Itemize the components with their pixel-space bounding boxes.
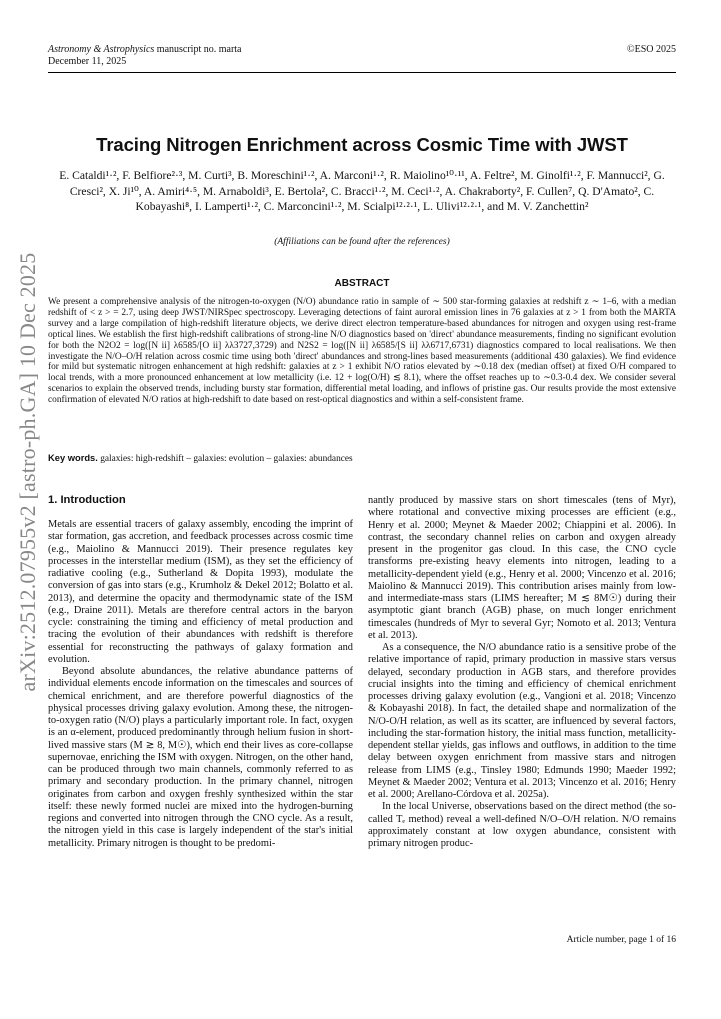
keywords-text: galaxies: high-redshift – galaxies: evolution – galaxies: abundances [100, 454, 353, 464]
paragraph: nantly produced by massive stars on short timescales (tens of Myr), where rotational and convective mixing processes are efficient (e.g., Henry et al. 2000; Meynet & Maeder 2002; Chiappini et al. 2006). In contrast, the secondary channel relies on carbon and oxygen already present in the progenitor gas cloud. In this case, the CNO cycle transforms pre-existing heavy elements into nitrogen, leading to a metallicity-dependent yield (e.g., Henry et al. 2000; Vincenzo et al. 2016; Maiolino & Mannucci 2019). This contribution arises mainly from low- and intermediate-mass stars (LIMS hereafter; M ≲ 8M☉) during their asymptotic giant branch (AGB) phase, on much longer enrichment timescales (hundreds of Myr to several Gyr; Nomoto et al. 2013; Ventura et al. 2013). [368, 495, 676, 641]
paragraph: As a consequence, the N/O abundance ratio is a sensitive probe of the relative importance of rapid, primary production in massive stars versus delayed, secondary production in AGB stars, and therefore provides crucial insights into the timing and efficiency of chemical enrichment processes driving galaxy evolution (e.g., Vangioni et al. 2018; Vincenzo & Kobayashi 2018). In fact, the detailed shape and normalization of the N/O-O/H relation, as well as its scatter, are influenced by several factors, including the star-formation history, the initial mass function, metallicity-dependent stellar yields, gas inflows and outflows, in addition to the time delay between oxygen enrichment from massive stars and nitrogen release from LIMS (e.g., Tinsley 1980; Edmunds 1990; Maeder 1992; Meynet & Maeder 2002; Ventura et al. 2013; Vincenzo et al. 2016; Henry et al. 2000; Arellano-Córdova et al. 2025a). [368, 642, 676, 800]
arxiv-stamp [8, 252, 48, 692]
paper-title: Tracing Nitrogen Enrichment across Cosmic Time with JWST [96, 134, 628, 155]
abstract-heading: ABSTRACT [334, 278, 390, 289]
paragraph: In the local Universe, observations based on the direct method (the so-called Tₑ method) reveal a well-defined N/O–O/H relation. N/O remains approximately constant at low oxygen abundance, consistent with primary nitrogen produc- [368, 801, 676, 849]
affiliations-note: (Affiliations can be found after the references) [274, 237, 450, 247]
copyright-notice: ©ESO 2025 [627, 44, 676, 55]
keywords [48, 453, 676, 464]
page-footer: Article number, page 1 of 16 [566, 935, 676, 945]
right-column [368, 495, 676, 850]
manuscript-number: manuscript no. marta [154, 44, 242, 55]
keywords-label: Key words. [48, 453, 98, 463]
manuscript-info [48, 44, 676, 56]
header-rule [48, 72, 676, 73]
arxiv-stamp-text: arXiv:2512.07955v2 [astro-ph.GA] 10 Dec 2025 [15, 252, 40, 692]
abstract-text: We present a comprehensive analysis of the nitrogen-to-oxygen (N/O) abundance ratio in sample of ∼ 500 star-forming galaxies at redshift z ∼ 1–6, with a median redshift of < z > = 2.7, using deep JWST/NIRSpec spectroscopy. Leveraging detections of faint auroral emission lines in 76 galaxies at z > 1 from both the MARTA survey and a large compilation of high-redshift literature objects, we derive direct electron temperature-based abundances for nitrogen and oxygen using rest-frame optical lines. We establish the first high-redshift calibrations of strong-line N/O diagnostics based on 'direct' abundance measurements, finding no significant evolution for both the N2O2 = log([N ii] λ6585/[O ii] λλ3727,3729) and N2S2 = log([N ii] λ6585/[S ii] λλ6717,6731) diagnostics compared to local realisations. We then investigate the N/O–O/H relation across cosmic time using both 'direct' abundances and strong-lines based measurements (additional 430 galaxies). We find evidence for mild but systematic nitrogen enhancement at high redshift: galaxies at z > 1 exhibit N/O ratios elevated by ∼0.18 dex (median offset) at fixed O/H compared to local trends, with a more pronounced enhancement at low metallicity (i.e. 12 + log(O/H) ≲ 8.1), where the offset reaches up to ∼0.3-0.4 dex. We consider several scenarios to explain the observed trends, including bursty star formation, differential metal loading, and inflows of pristine gas. Our results provide the most extensive confirmation of elevated N/O ratios at high-redshift to date based on rest-optical diagnostics and within a self-consistent frame. [48, 297, 676, 406]
section-heading: 1. Introduction [48, 494, 126, 506]
paragraph: Beyond absolute abundances, the relative abundance patterns of individual elements encode information on the timescales and sources of chemical enrichment, and are therefore powerful diagnostics of the physical processes driving galaxy evolution. Among these, the nitrogen-to-oxygen ratio (N/O) plays a particularly important role. In fact, oxygen is an α-element, produced predominantly through helium fusion in short-lived massive stars (M ≳ 8, M☉), which end their lives as core-collapse supernovae, enriching the ISM with oxygen. Nitrogen, on the other hand, can be produced through two main channels, commonly referred to as primary and secondary production. In the primary channel, nitrogen originates from carbon and oxygen freshly synthesized within the star itself: these newly formed nuclei are mixed into the hydrogen-burning regions and converted into nitrogen through the CNO cycle. As a result, the nitrogen yield in this case is largely independent of the star's initial metallicity. Primary nitrogen is thought to be predomi- [48, 666, 353, 849]
paragraph: Metals are essential tracers of galaxy assembly, encoding the imprint of star formation, gas accretion, and feedback processes across cosmic time (e.g., Maiolino & Mannucci 2019). Their presence regulates key processes in the interstellar medium (ISM), as they set the efficiency of radiative cooling (e.g., Sutherland & Dopita 1993), modulate the conversion of gas into stars (e.g., Krumholz & Dekel 2012; Bolatto et al. 2013), and determine the opacity and thermodynamic state of the ISM (e.g., Draine 2011). Metals are therefore central actors in the baryon cycle: constraining the timing and efficiency of metal production and tracing the evolution of their abundances with redshift is therefore essential for reconstructing the pathways of galaxy formation and evolution. [48, 519, 353, 665]
running-header [48, 44, 676, 68]
manuscript-date: December 11, 2025 [48, 56, 127, 67]
journal-name: Astronomy & Astrophysics [48, 44, 155, 55]
author-list: E. Cataldi¹·², F. Belfiore²·³, M. Curti³, B. Moreschini¹·², A. Marconi¹·², R. Maiolino¹⁰·¹¹, A. Feltre², M. Ginolfi¹·², F. Mannucci², G. Cresci², X. Ji¹⁰, A. Amiri⁴·⁵, M. Arnaboldi³, E. Bertola², C. Bracci¹·², M. Ceci¹·², A. Chakraborty², F. Cullen⁷, Q. D'Amato², C. Kobayashi⁸, I. Lamperti¹·², C. Marconcini¹·², M. Scialpi¹²·²·¹, L. Ulivi¹²·²·¹, and M. V. Zanchettin² [59, 169, 665, 213]
left-column [48, 519, 353, 850]
